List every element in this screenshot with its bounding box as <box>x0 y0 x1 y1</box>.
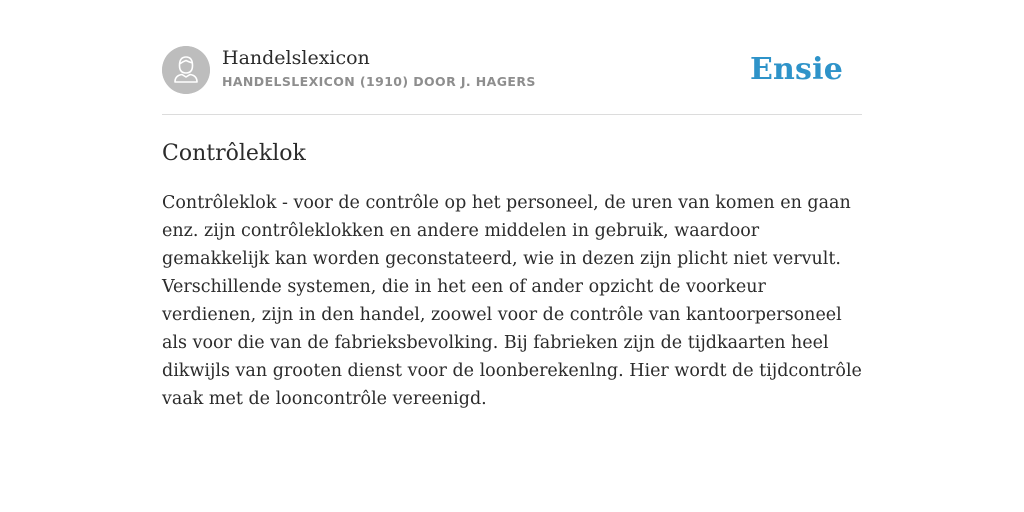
source-subtitle: HANDELSLEXICON (1910) DOOR J. HAGERS <box>222 74 536 89</box>
entry-header <box>162 46 862 115</box>
entry-card <box>162 46 862 413</box>
person-icon[interactable] <box>162 46 210 94</box>
entry-title: Contrôleklok <box>162 141 306 166</box>
source-name[interactable]: Handelslexicon <box>222 47 370 69</box>
entry-body: Contrôleklok - voor de contrôle op het personeel, de uren van komen en gaan enz. zijn contrôleklokken en andere middelen in gebruik, waardoor gemakkelijk kan worden geconstateerd, wie in dezen zijn plicht niet vervult. Verschillende systemen, die in het een of ander opzicht de voorkeur verdienen, zijn in den handel, zoowel voor de contrôle van kantoorpersoneel als voor die van de fabrieksbevolking. Bij fabrieken zijn de tijdkaarten heel dikwijls van grooten dienst voor de loonberekenlng. Hier wordt de tijdcontrôle vaak met de looncontrôle vereenigd. <box>162 193 862 409</box>
brand-logo[interactable]: Ensie <box>749 52 843 87</box>
